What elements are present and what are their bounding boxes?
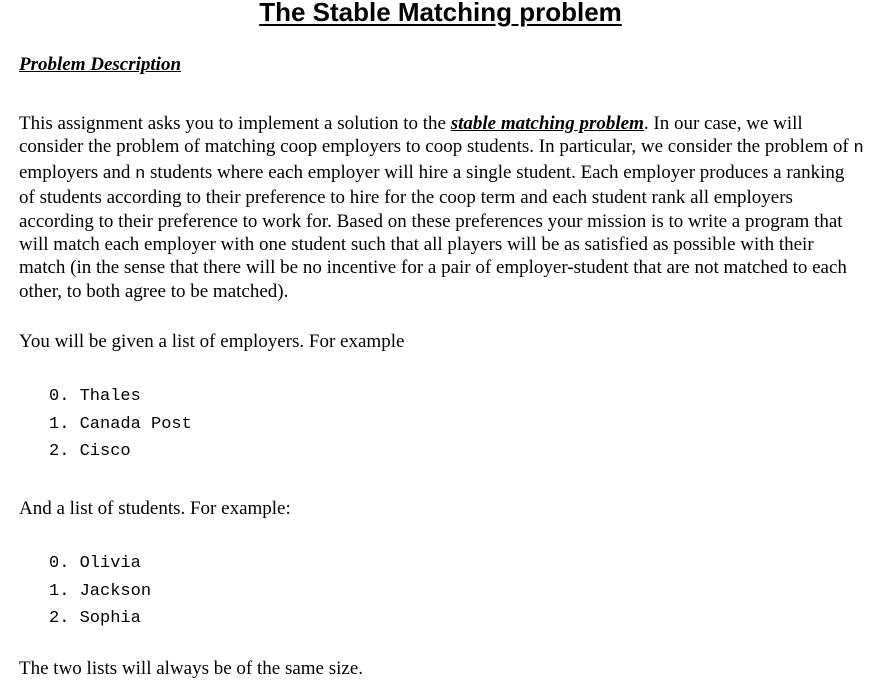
intro-text-mid2: employers and xyxy=(19,161,136,183)
student-list xyxy=(49,550,151,633)
intro-paragraph xyxy=(19,112,864,303)
n-variable: n xyxy=(135,164,146,184)
page-title: The Stable Matching problem xyxy=(259,0,622,27)
section-heading-problem-description: Problem Description xyxy=(19,54,182,75)
student-item: 1. Jackson xyxy=(49,581,152,601)
student-item: 0. Olivia xyxy=(49,554,141,573)
employers-intro: You will be given a list of employers. For example xyxy=(19,331,405,352)
intro-text-mid1: . In our case, we will consider the problem of matching coop employers to coop students. In particular, we consider the problem of xyxy=(19,113,854,158)
employer-item: 0. Thales xyxy=(49,387,141,406)
n-variable: n xyxy=(853,139,864,159)
employer-item: 2. Cisco xyxy=(49,442,131,461)
students-intro: And a list of students. For example: xyxy=(19,498,291,519)
employer-item: 1. Canada Post xyxy=(49,414,192,434)
student-item: 2. Sophia xyxy=(49,609,141,628)
employer-list xyxy=(49,383,192,466)
closing-note: The two lists will always be of the same size. xyxy=(19,658,364,679)
intro-text-after: students where each employer will hire a single student. Each employer produces a ranking of students according to their preference to hire for the coop term and each student rank all employers according to their preference to work for. Based on these preferences your mission is to write a program that will match each employer with one student such that all players will be as satisfied as possible with their match (in the sense that there will be no incentive for a pair of employer-student that are not matched to each other, to both agree to be matched). xyxy=(19,161,847,302)
stable-matching-problem-link[interactable]: stable matching problem xyxy=(450,113,644,134)
intro-text-before-link: This assignment asks you to implement a solution to the xyxy=(19,113,451,134)
